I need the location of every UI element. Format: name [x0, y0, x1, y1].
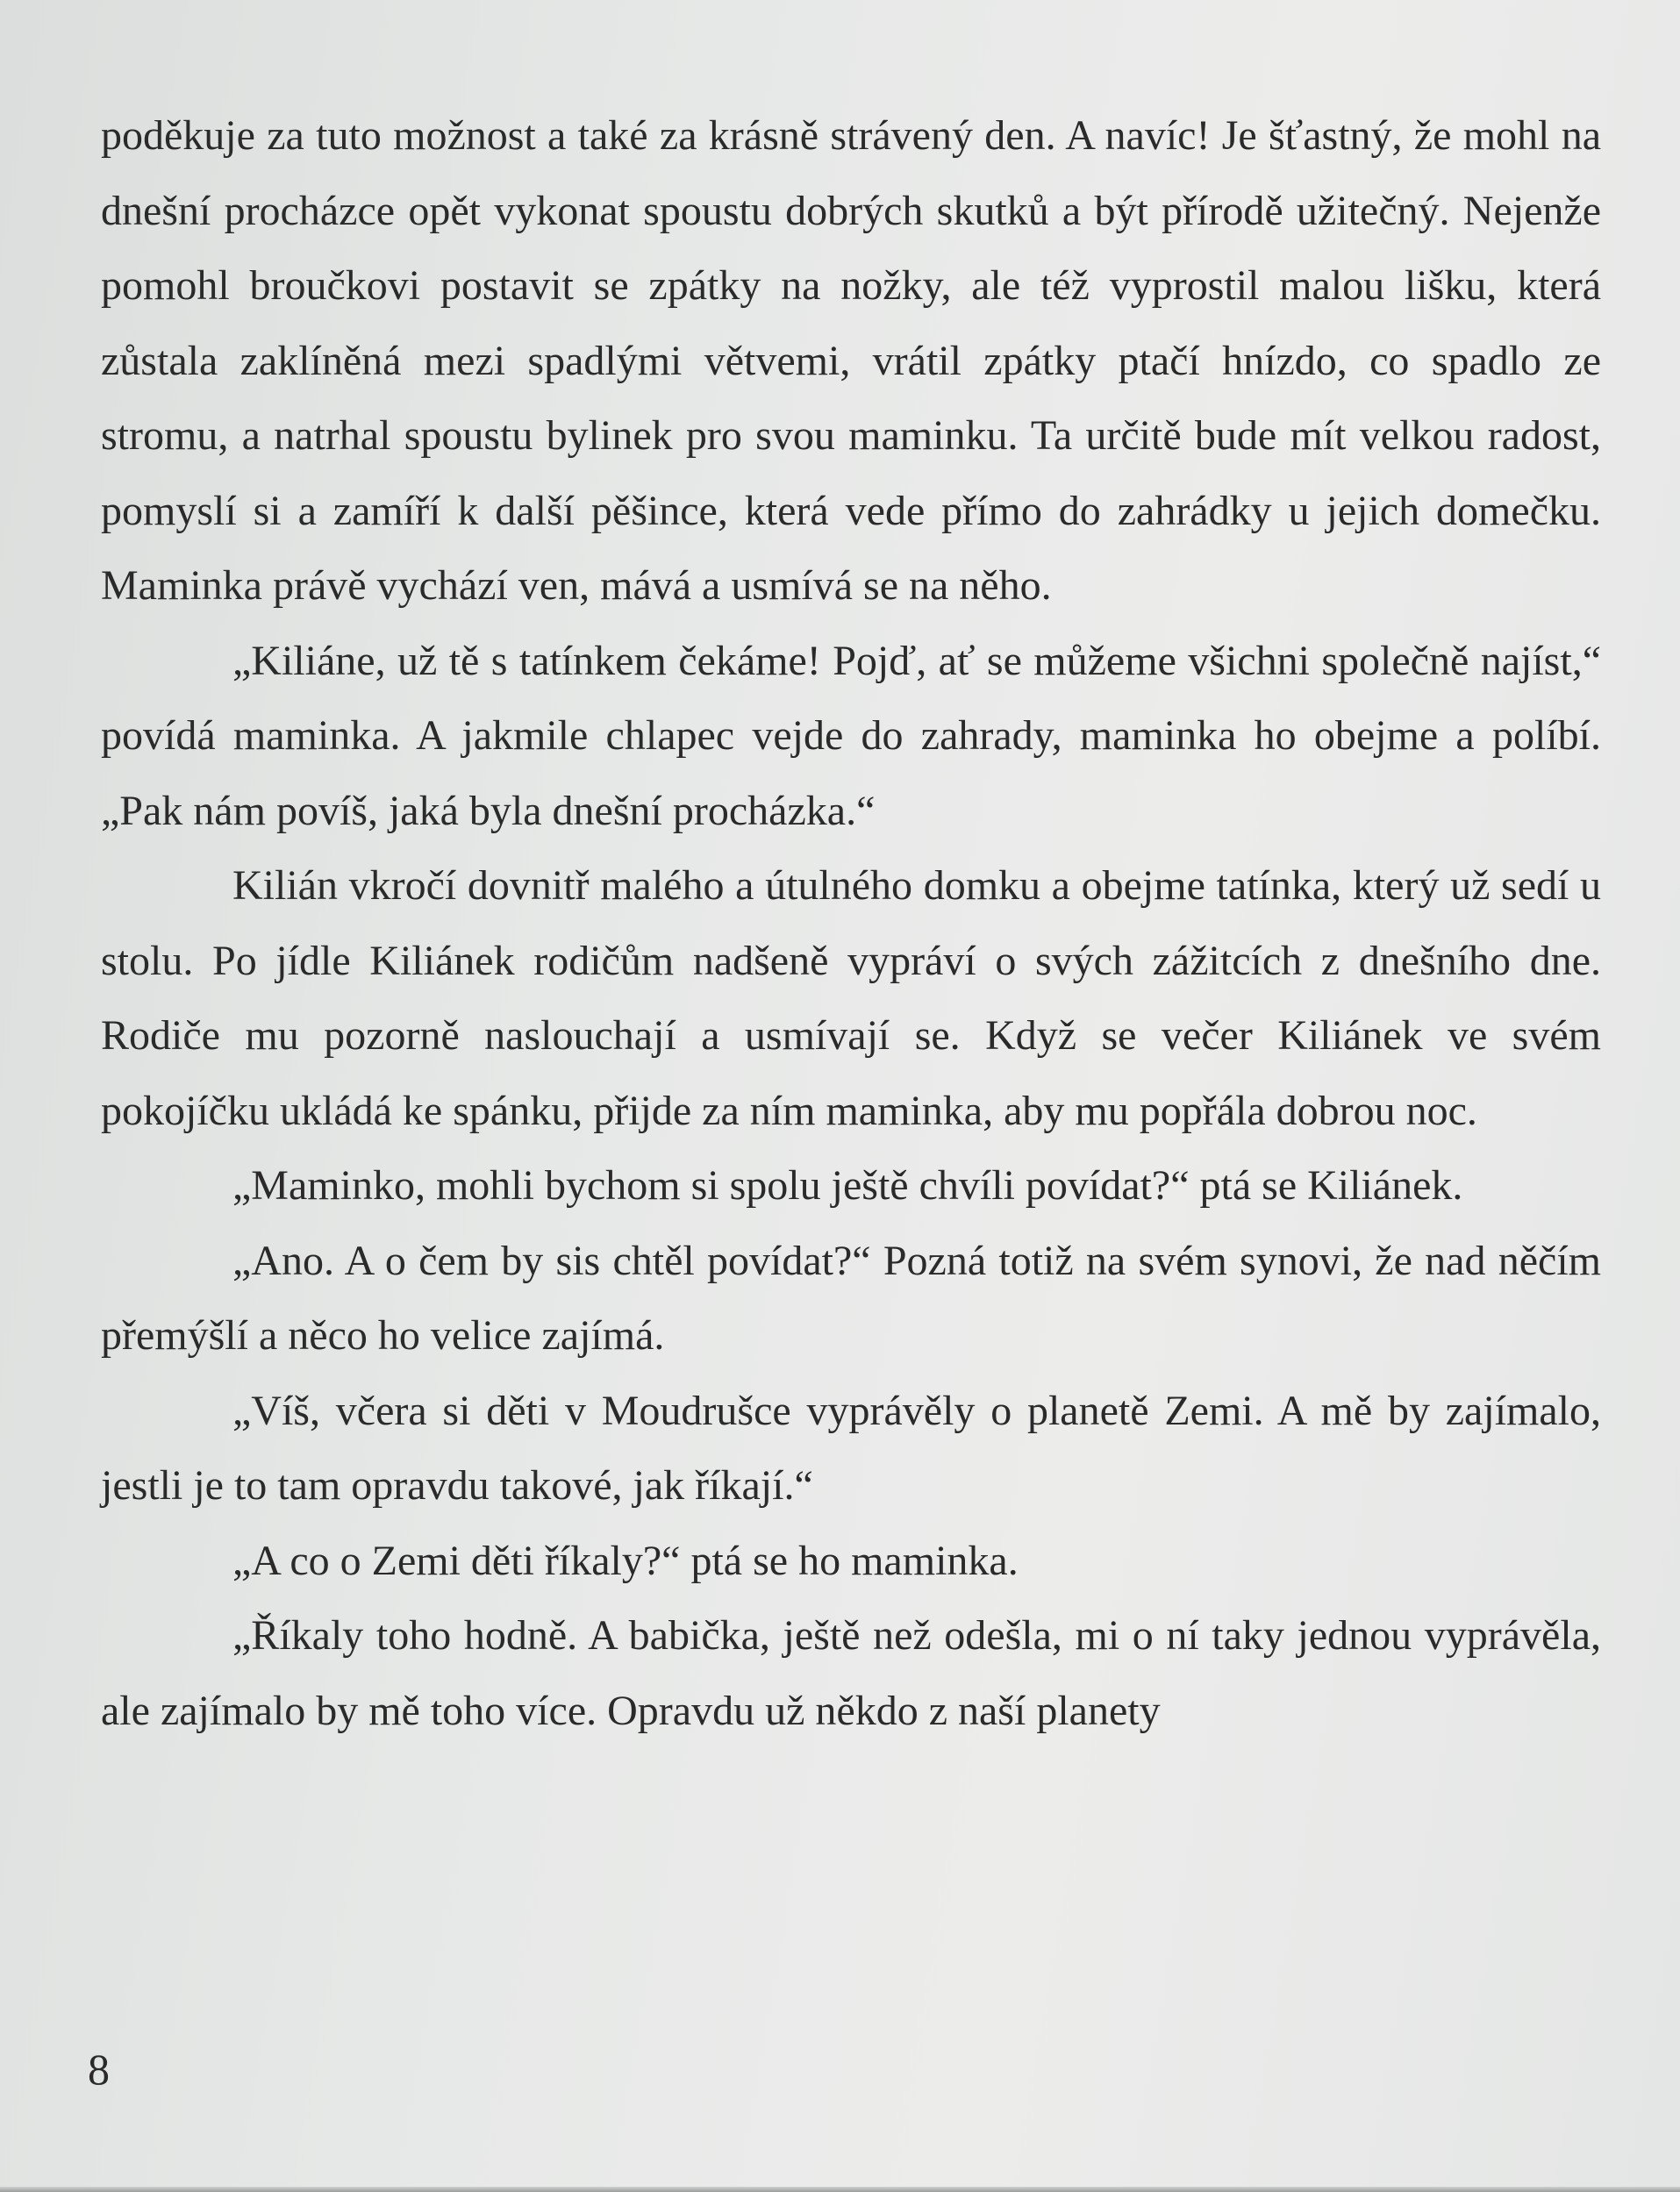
paragraph-7: „A co o Zemi děti říkaly?“ ptá se ho maminka.	[232, 1537, 1019, 1584]
page-bottom-edge	[0, 2187, 1680, 2192]
paragraph-2: „Kiliáne, už tě s tatínkem čekáme! Pojď, ať se můžeme všichni společně najíst,“ povídá maminka. A jakmile chlapec vejde do zahrady, maminka ho obejme a políbí. „Pak nám povíš, jaká byla dnešní procházka.“	[101, 637, 1601, 834]
paragraph-8: „Říkaly toho hodně. A babička, ještě než odešla, mi o ní taky jednou vyprávěla, ale zajímalo by mě toho více. Opravdu už někdo z naší planety	[101, 1612, 1601, 1734]
paragraph-4: „Maminko, mohli bychom si spolu ještě chvíli povídat?“ ptá se Kiliánek.	[232, 1162, 1463, 1209]
body-text	[101, 98, 1601, 1748]
page-number: 8	[88, 2045, 110, 2094]
paragraph-6: „Víš, včera si děti v Moudrušce vyprávěly o planetě Zemi. A mě by zajímalo, jestli je to tam opravdu takové, jak říkají.“	[101, 1387, 1601, 1509]
paragraph-5: „Ano. A o čem by sis chtěl povídat?“ Pozná totiž na svém synovi, že nad něčím přemýšlí a něco ho velice zajímá.	[101, 1237, 1601, 1359]
paragraph-3: Kilián vkročí dovnitř malého a útulného domku a obejme tatínka, který už sedí u stolu. Po jídle Kiliánek rodičům nadšeně vypráví o svých zážitcích z dnešního dne. Rodiče mu pozorně naslouchají a usmívají se. Když se večer Kiliánek ve svém pokojíčku ukládá ke spánku, přijde za ním maminka, aby mu popřála dobrou noc.	[101, 862, 1601, 1134]
paragraph-1: poděkuje za tuto možnost a také za krásně strávený den. A navíc! Je šťastný, že mohl na dnešní procházce opět vykonat spoustu dobrých skutků a být přírodě užitečný. Nejenže pomohl broučkovi postavit se zpátky na nožky, ale též vyprostil malou lišku, která zůstala zaklíněná mezi spadlými větvemi, vrátil zpátky ptačí hnízdo, co spadlo ze stromu, a natrhal spoustu bylinek pro svou maminku. Ta určitě bude mít velkou radost, pomyslí si a zamíří k další pěšince, která vede přímo do zahrádky u jejich domečku. Maminka právě vychází ven, mává a usmívá se na něho.	[101, 112, 1601, 609]
